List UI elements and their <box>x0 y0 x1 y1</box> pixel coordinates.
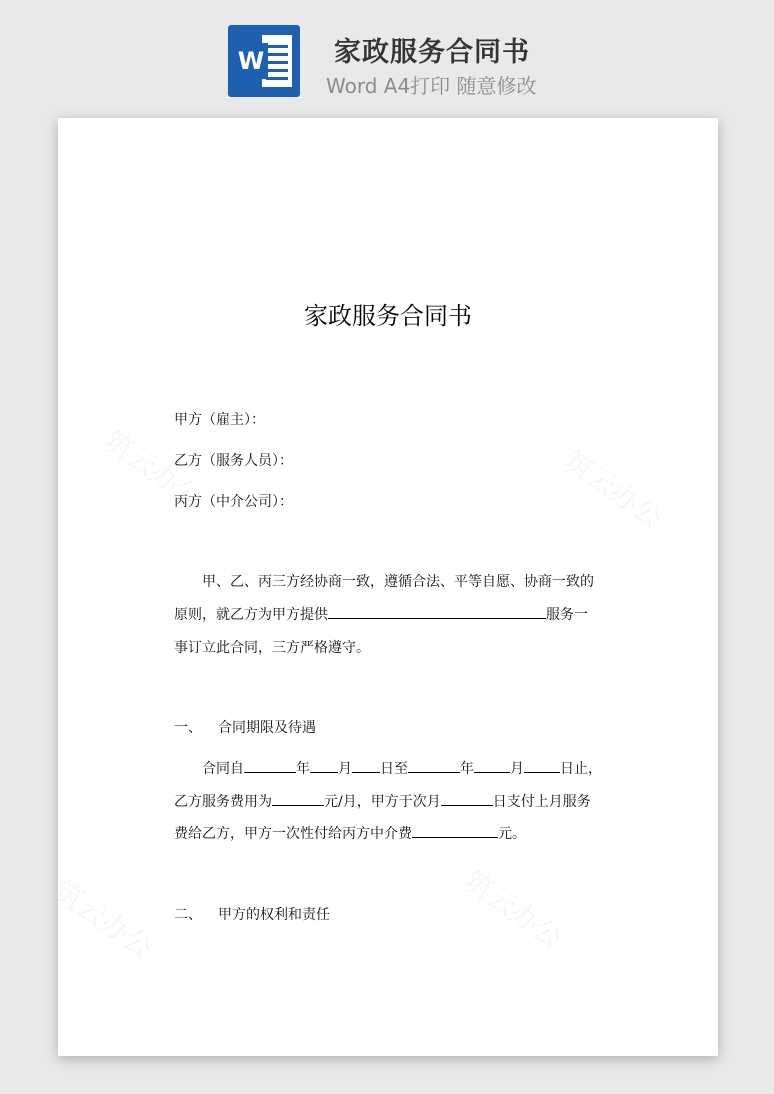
blank-line <box>310 758 338 773</box>
document-page <box>58 118 718 1056</box>
intro-line-2: 原则，就乙方为甲方提供 服务一 <box>174 604 588 624</box>
section-1-line-2: 乙方服务费用为 元/月，甲方于次月 日支付上月服务 <box>174 791 591 811</box>
blank-line <box>474 758 510 773</box>
blank-line <box>524 758 560 773</box>
header-subtitle: Word A4打印 随意修改 <box>326 74 537 98</box>
blank-line <box>441 791 493 806</box>
header-title: 家政服务合同书 <box>334 37 530 68</box>
section-1-heading: 一、 合同期限及待遇 <box>174 720 316 736</box>
blank-line <box>352 758 380 773</box>
watermark <box>557 439 672 536</box>
watermark <box>58 869 161 966</box>
intro-line-1: 甲、乙、丙三方经协商一致，遵循合法、平等自愿、协商一致的 <box>202 574 594 590</box>
party-a-label: 甲方（雇主）： <box>174 412 265 428</box>
section-2-heading: 二、 甲方的权利和责任 <box>174 907 330 923</box>
blank-line <box>272 791 324 806</box>
blank-line <box>328 604 546 619</box>
blank-line <box>408 758 460 773</box>
party-b-label: 乙方（服务人员）： <box>174 453 293 469</box>
watermark <box>457 859 572 956</box>
section-1-line-1: 合同自 年 月 日至 年 月 日止， <box>202 758 602 778</box>
blank-line <box>412 823 498 838</box>
word-icon <box>228 25 300 97</box>
document-title: 家政服务合同书 <box>304 302 472 330</box>
page-header <box>0 0 774 110</box>
blank-line <box>244 758 296 773</box>
section-1-line-3: 费给乙方，甲方一次性付给丙方中介费 元。 <box>174 823 526 843</box>
word-icon-letter: W <box>237 47 265 75</box>
party-c-label: 丙方（中介公司）： <box>174 494 293 510</box>
intro-line-3: 事订立此合同，三方严格遵守。 <box>174 640 370 656</box>
